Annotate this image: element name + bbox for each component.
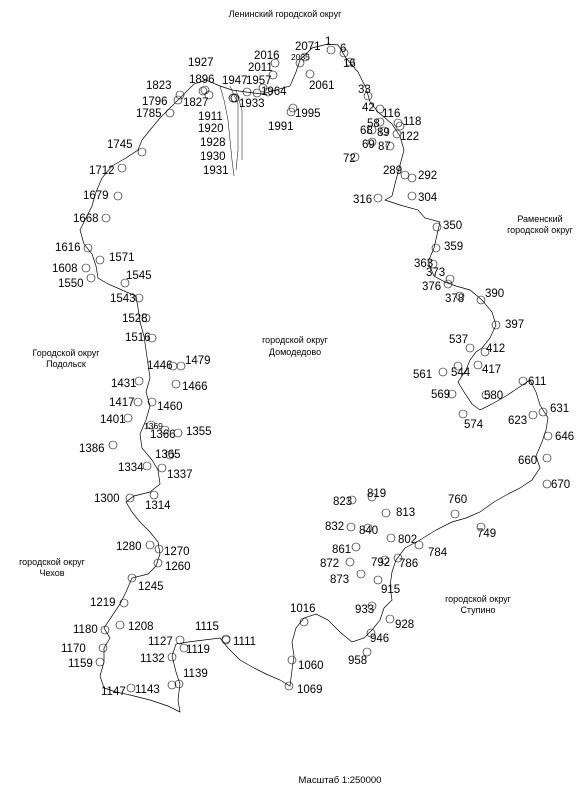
survey-point-label: 784: [428, 547, 448, 559]
survey-point-label: 823: [333, 496, 353, 508]
survey-point-label: 623: [508, 415, 528, 427]
survey-point-marker: [102, 214, 110, 222]
survey-point-label: 933: [355, 604, 375, 616]
survey-point-label: 792: [371, 557, 391, 569]
survey-point-label: 958: [348, 655, 368, 667]
survey-point-label: 1927: [188, 57, 214, 69]
survey-point-label: 6: [340, 43, 347, 55]
survey-point-label: 1479: [185, 355, 211, 367]
survey-point-marker: [150, 491, 158, 499]
survey-point-marker: [357, 570, 365, 578]
survey-point-marker: [543, 480, 551, 488]
survey-point-label: 378: [445, 293, 465, 305]
survey-point-label: 861: [332, 544, 352, 556]
survey-point-marker: [116, 621, 124, 629]
survey-point-label: 2035: [291, 52, 310, 62]
region-podolsk-1: Городской округ: [32, 348, 100, 358]
survey-point-label: 1180: [73, 624, 98, 636]
survey-point-label: 786: [399, 558, 419, 570]
survey-point-marker: [229, 94, 237, 102]
survey-point-label: 1995: [295, 108, 321, 120]
survey-point-label: 1270: [164, 546, 190, 558]
region-ramenskiy-2: городской округ: [507, 225, 573, 235]
survey-point-label: 1314: [145, 500, 171, 512]
region-domodedovo-1: городской округ: [262, 335, 328, 345]
survey-point-label: 802: [398, 534, 418, 546]
survey-point-marker: [306, 70, 314, 78]
survey-point-label: 1300: [94, 493, 120, 505]
survey-point-label: 1219: [90, 597, 116, 609]
scale-label: Масштаб 1:250000: [298, 775, 382, 786]
survey-point-label: 873: [330, 574, 350, 586]
region-domodedovo-2: Домодедово: [268, 347, 322, 357]
survey-point-label: 1827: [183, 97, 209, 109]
survey-point-label: 1366: [150, 429, 176, 441]
survey-point-marker: [166, 109, 174, 117]
survey-point-marker: [387, 534, 395, 542]
survey-point-label: 1147: [101, 686, 126, 698]
survey-point-label: 417: [482, 364, 502, 376]
survey-point-label: 1060: [298, 660, 324, 672]
survey-point-marker: [519, 377, 527, 385]
survey-point-label: 1127: [148, 636, 173, 648]
survey-point-marker: [114, 192, 122, 200]
survey-point-label: 915: [381, 584, 401, 596]
survey-point-marker: [285, 682, 293, 690]
survey-point-marker: [352, 543, 360, 551]
survey-point-marker: [346, 558, 354, 566]
survey-point-label: 1334: [118, 462, 144, 474]
survey-point-marker: [382, 509, 390, 517]
survey-point-label: 116: [382, 108, 401, 120]
survey-point-label: 813: [396, 507, 416, 519]
survey-point-label: 1796: [142, 96, 168, 108]
survey-point-label: 611: [528, 376, 547, 388]
survey-point-marker: [347, 523, 355, 531]
survey-point-label: 872: [320, 558, 340, 570]
survey-point-label: 376: [422, 281, 442, 293]
survey-point-label: 1745: [107, 139, 133, 151]
survey-point-label: 1159: [68, 658, 93, 670]
survey-point-marker: [143, 462, 151, 470]
survey-point-label: 316: [353, 194, 373, 206]
survey-point-marker: [394, 119, 402, 127]
survey-point-label: 363: [414, 258, 434, 270]
survey-point-marker: [544, 432, 552, 440]
survey-point-label: 1947: [222, 75, 248, 87]
survey-point-marker: [96, 256, 104, 264]
survey-point-label: 373: [426, 267, 446, 279]
survey-point-label: 569: [431, 389, 451, 401]
survey-point-label: 1785: [136, 108, 162, 120]
region-podolsk-2: Подольск: [46, 359, 86, 369]
survey-point-label: 289: [383, 165, 403, 177]
survey-point-marker: [451, 510, 459, 518]
survey-point-label: 1119: [186, 644, 210, 656]
survey-point-label: 1466: [182, 381, 208, 393]
survey-point-marker: [127, 684, 135, 692]
survey-point-label: 580: [484, 390, 504, 402]
survey-point-label: 2011: [248, 62, 273, 74]
survey-point-label: 1679: [83, 190, 109, 202]
survey-point-label: 1170: [61, 643, 86, 655]
survey-point-label: 390: [485, 288, 505, 300]
survey-point-marker: [177, 362, 185, 370]
survey-point-label: 1132: [140, 653, 165, 665]
survey-point-label: 16: [343, 58, 356, 70]
survey-point-label: 1668: [73, 213, 99, 225]
survey-point-label: 1616: [55, 242, 81, 254]
survey-point-marker: [146, 541, 154, 549]
survey-point-label: 1896: [189, 74, 215, 86]
survey-point-label: 1928: [200, 137, 226, 149]
survey-point-label: 1111: [233, 636, 257, 648]
survey-point-label: 359: [444, 241, 464, 253]
survey-point-marker: [432, 244, 440, 252]
survey-point-marker: [158, 464, 166, 472]
survey-point-label: 292: [418, 170, 438, 182]
survey-point-label: 1964: [261, 86, 287, 98]
survey-point-marker: [386, 615, 394, 623]
survey-point-marker: [109, 441, 117, 449]
survey-point-marker: [176, 636, 184, 644]
survey-point-marker: [231, 94, 239, 102]
survey-point-label: 1143: [135, 684, 160, 696]
survey-point-label: 1543: [110, 293, 136, 305]
survey-point-marker: [288, 656, 296, 664]
survey-point-label: 1369: [144, 421, 163, 431]
survey-point-label: 1365: [155, 449, 181, 461]
survey-point-marker: [120, 599, 128, 607]
survey-point-marker: [172, 380, 180, 388]
survey-point-label: 1571: [109, 252, 135, 264]
survey-point-marker: [168, 681, 176, 689]
survey-point-label: 2061: [309, 80, 335, 92]
survey-point-marker: [82, 264, 90, 272]
survey-point-marker: [408, 174, 416, 182]
survey-point-label: 42: [362, 102, 375, 114]
survey-point-label: 1528: [122, 313, 148, 325]
survey-point-label: 660: [518, 455, 538, 467]
survey-point-marker: [134, 398, 142, 406]
survey-point-marker: [118, 164, 126, 172]
survey-point-label: 1431: [111, 378, 137, 390]
survey-point-label: 1608: [52, 263, 78, 275]
survey-point-label: 760: [448, 494, 468, 506]
survey-point-label: 304: [418, 192, 438, 204]
survey-point-label: 68: [360, 125, 373, 137]
survey-point-label: 928: [395, 619, 415, 631]
survey-point-marker: [87, 274, 95, 282]
survey-point-marker: [408, 192, 416, 200]
survey-point-label: 1260: [165, 561, 191, 573]
survey-point-label: 58: [367, 118, 380, 130]
survey-point-label: 1712: [89, 165, 115, 177]
survey-point-label: 87: [378, 141, 391, 153]
survey-point-marker: [543, 454, 551, 462]
survey-point-label: 1991: [268, 121, 294, 133]
survey-point-marker: [477, 296, 485, 304]
survey-point-marker: [433, 223, 441, 231]
survey-point-label: 1911: [198, 111, 223, 123]
survey-point-label: 1355: [186, 426, 212, 438]
survey-point-label: 1931: [203, 165, 229, 177]
survey-point-label: 412: [486, 343, 506, 355]
survey-point-label: 350: [443, 220, 463, 232]
survey-point-marker: [96, 658, 104, 666]
survey-point-label: 561: [413, 369, 433, 381]
survey-point-label: 1139: [183, 668, 208, 680]
survey-point-label: 1516: [125, 332, 151, 344]
survey-point-label: 646: [555, 431, 575, 443]
survey-point-label: 72: [343, 153, 356, 165]
survey-point-label: 1386: [79, 443, 105, 455]
survey-point-label: 1930: [200, 151, 226, 163]
survey-point-label: 574: [464, 419, 484, 431]
survey-point-label: 670: [551, 479, 571, 491]
survey-point-label: 819: [367, 488, 387, 500]
survey-point-label: 1401: [100, 414, 126, 426]
survey-point-marker: [539, 408, 547, 416]
survey-point-label: 946: [370, 633, 390, 645]
survey-point-label: 1545: [126, 270, 152, 282]
survey-point-label: 397: [505, 319, 525, 331]
survey-point-marker: [138, 148, 146, 156]
survey-point-marker: [529, 411, 537, 419]
survey-point-marker: [459, 410, 467, 418]
survey-point-label: 832: [325, 521, 345, 533]
survey-point-label: 537: [449, 334, 469, 346]
survey-point-label: 1115: [195, 621, 219, 633]
region-ramenskiy-1: Раменский: [517, 214, 563, 224]
survey-point-label: 1208: [128, 621, 154, 633]
survey-point-label: 1280: [116, 541, 142, 553]
survey-point-marker: [84, 244, 92, 252]
survey-point-label: 1957: [246, 75, 272, 87]
survey-point-marker: [374, 194, 382, 202]
survey-point-marker: [126, 494, 134, 502]
survey-point-label: 1069: [297, 684, 323, 696]
survey-point-label: 1417: [109, 397, 135, 409]
survey-point-label: 631: [550, 403, 570, 415]
survey-point-label: 1550: [58, 278, 84, 290]
survey-point-label: 749: [477, 528, 497, 540]
survey-point-label: 1337: [167, 469, 193, 481]
survey-point-label: 89: [377, 127, 390, 139]
survey-point-label: 1016: [290, 603, 316, 615]
survey-point-label: 1245: [138, 581, 164, 593]
survey-point-marker: [474, 361, 482, 369]
map-title: Ленинский городской округ: [228, 9, 342, 19]
region-stupino-2: Ступино: [460, 605, 496, 615]
survey-point-label: 122: [400, 131, 420, 143]
survey-point-label: 544: [451, 367, 471, 379]
survey-point-label: 1823: [146, 80, 172, 92]
survey-point-marker: [439, 368, 447, 376]
survey-point-label: 1920: [198, 123, 224, 135]
survey-point-label: 840: [359, 525, 379, 537]
region-chekhov-2: Чехов: [39, 568, 65, 578]
survey-point-label: 1: [325, 36, 332, 48]
survey-point-label: 1446: [147, 360, 173, 372]
survey-point-label: 2071: [295, 41, 321, 53]
survey-point-label: 1460: [157, 401, 183, 413]
survey-point-marker: [99, 644, 107, 652]
region-stupino-1: городской округ: [445, 594, 511, 604]
survey-point-label: 33: [358, 84, 371, 96]
region-chekhov-1: городской округ: [19, 557, 85, 567]
survey-point-marker: [446, 275, 454, 283]
survey-point-label: 2016: [254, 50, 280, 62]
survey-point-marker: [374, 576, 382, 584]
survey-point-label: 69: [362, 139, 375, 151]
survey-point-label: 1933: [239, 98, 265, 110]
survey-point-label: 118: [403, 116, 422, 128]
